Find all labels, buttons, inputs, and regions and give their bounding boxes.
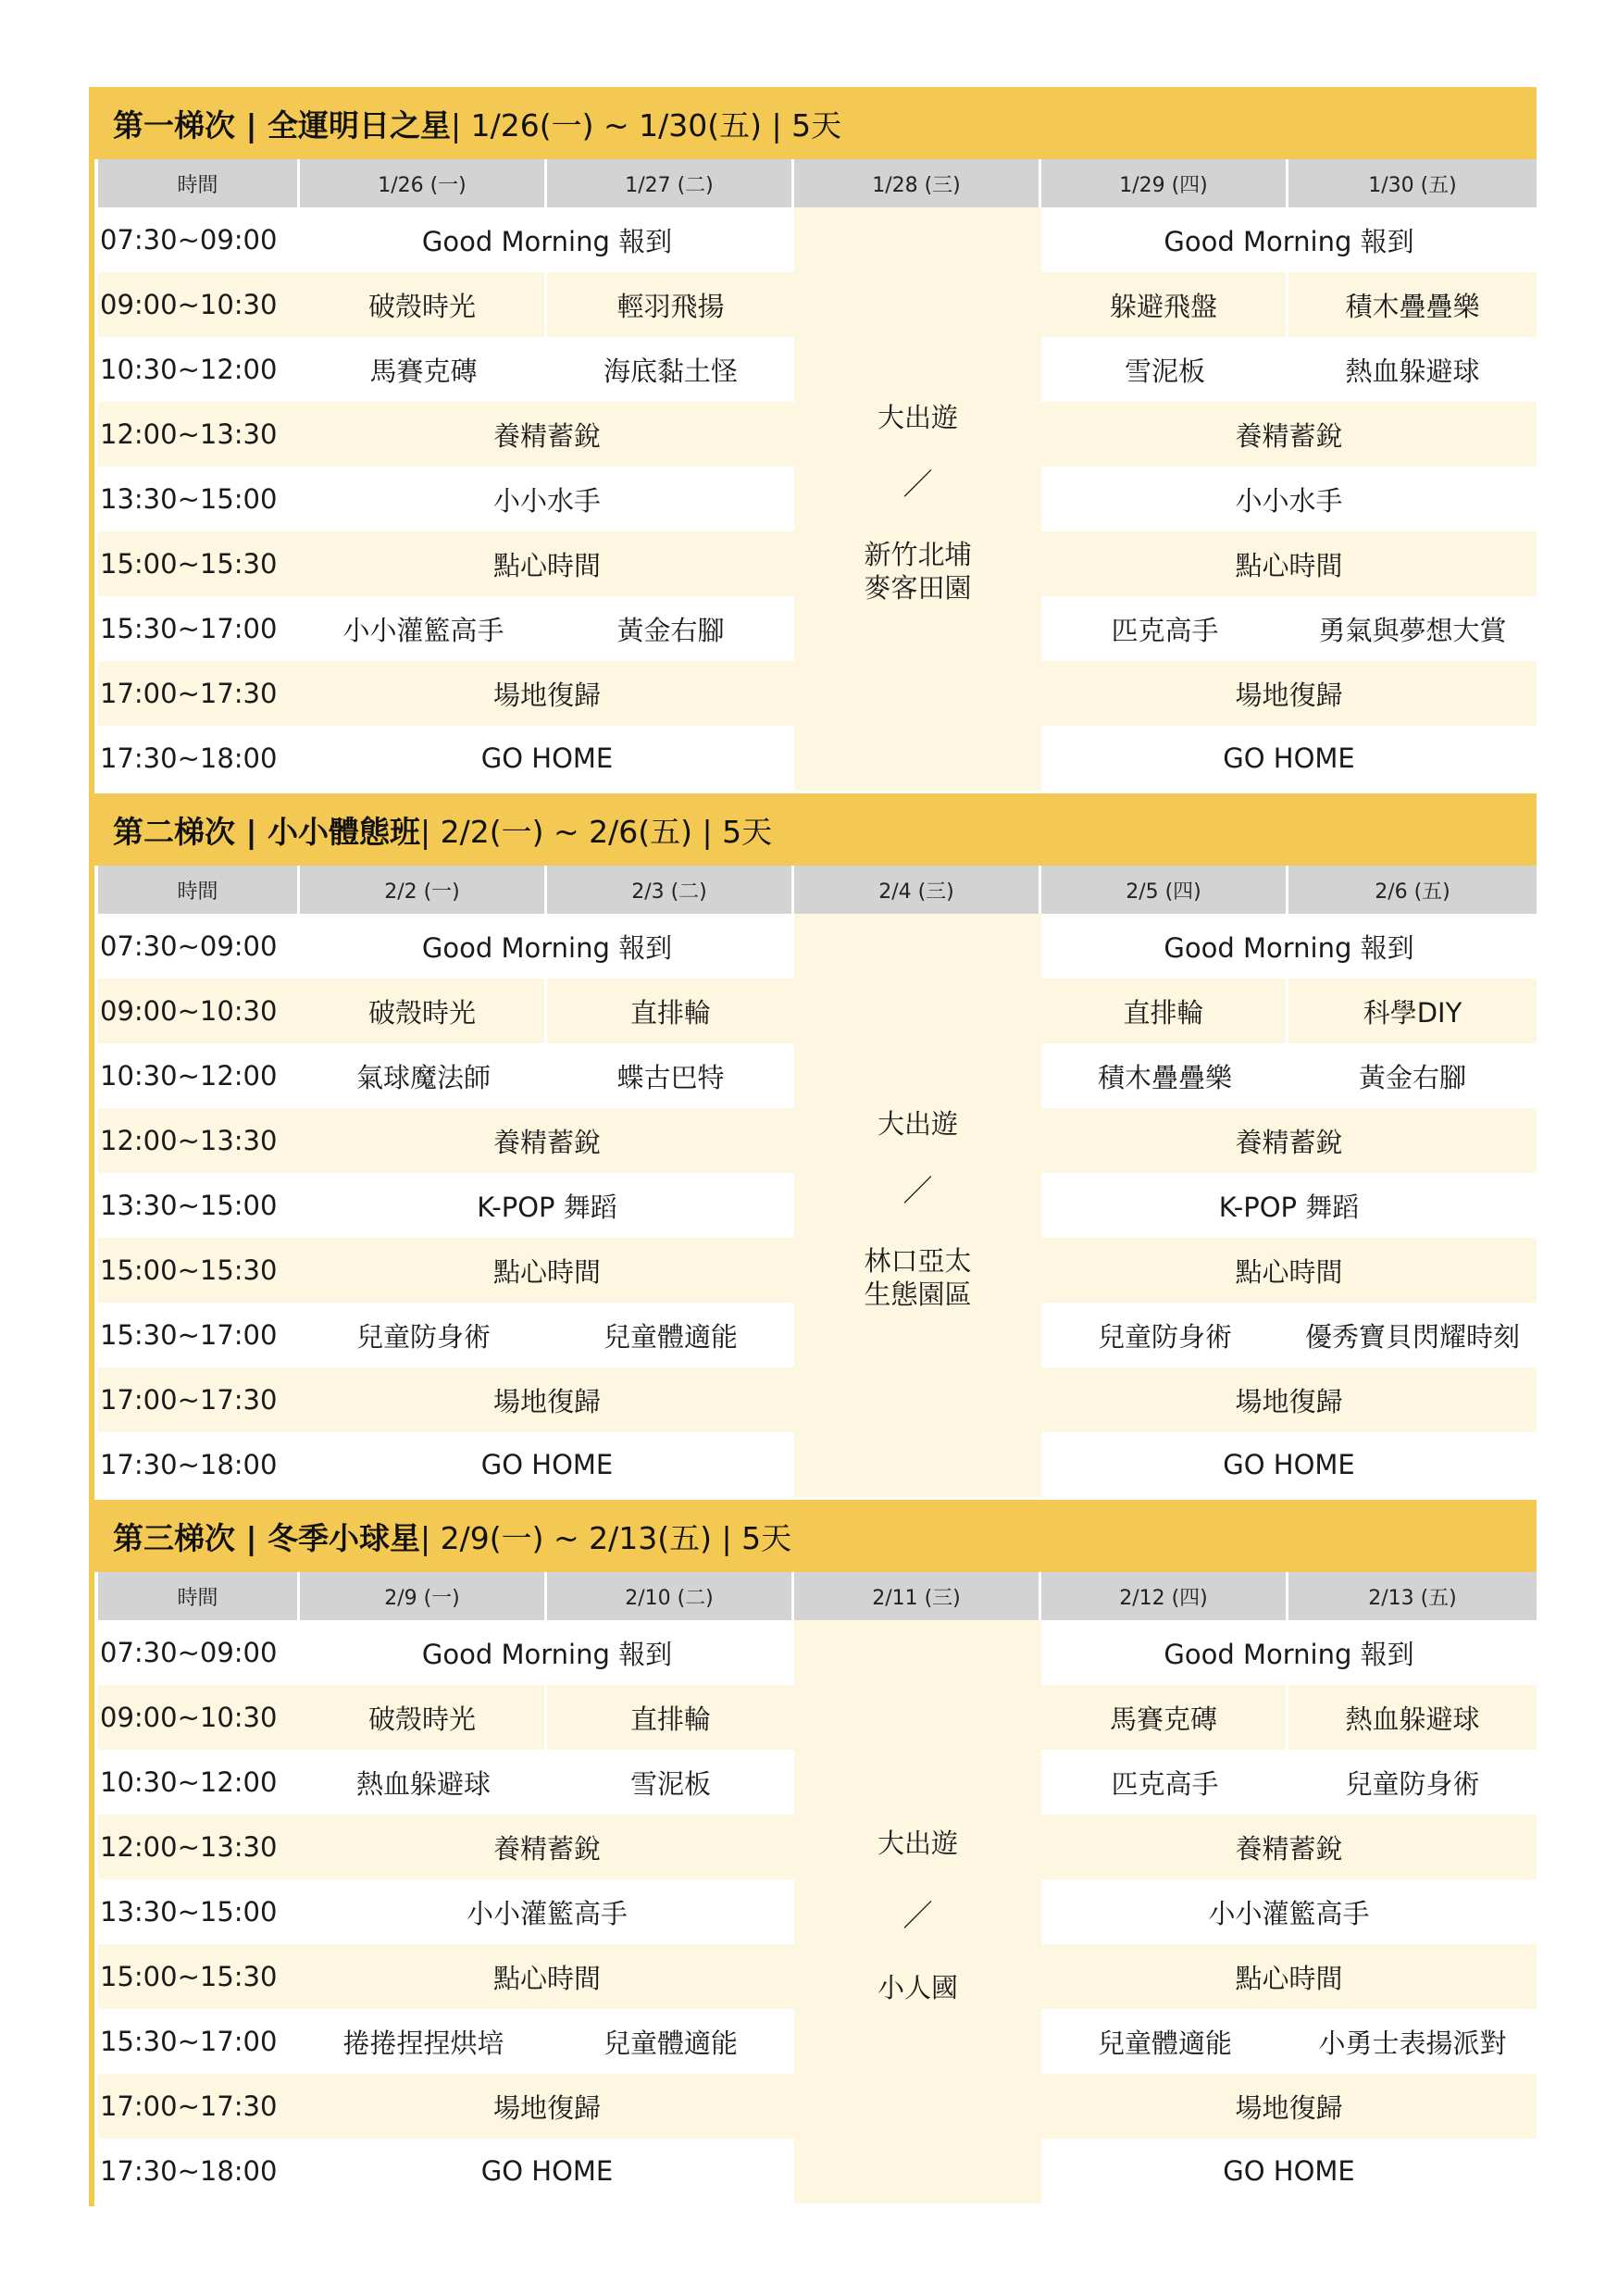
activity-cell: 科學DIY bbox=[1288, 979, 1537, 1043]
time-cell: 13:30~15:00 bbox=[100, 483, 278, 515]
time-cell: 07:30~09:00 bbox=[100, 224, 278, 256]
activity-cell: K-POP 舞蹈 bbox=[1218, 1191, 1360, 1223]
activity-cell: Good Morning 報到 bbox=[1164, 225, 1414, 257]
activity-cell: 兒童防身術 bbox=[1345, 1767, 1480, 1800]
activity-cell: 養精蓄銳 bbox=[1041, 1815, 1537, 1879]
activity-cell: 黃金右腳 bbox=[616, 614, 725, 646]
activity-cell: 點心時間 bbox=[300, 1238, 794, 1303]
trip-place-2: 生態園區 bbox=[864, 1279, 972, 1310]
time-cell: 15:30~17:00 bbox=[100, 2026, 278, 2057]
activity-cell: 養精蓄銳 bbox=[1041, 402, 1537, 467]
activity-cell: 場地復歸 bbox=[1041, 661, 1537, 726]
time-cell: 12:00~13:30 bbox=[98, 1108, 300, 1173]
header-day-1: 1/26 (一) bbox=[300, 159, 547, 207]
activity-cell: 熱血躲避球 bbox=[1288, 1685, 1537, 1750]
accent-bar bbox=[89, 1500, 94, 2206]
activity-cell: 養精蓄銳 bbox=[300, 1815, 794, 1879]
header-day-4: 2/12 (四) bbox=[1041, 1572, 1288, 1620]
activity-cell: 養精蓄銳 bbox=[300, 402, 794, 467]
activity-cell: 小小灌籃高手 bbox=[1208, 1897, 1370, 1929]
title-bold: 第一梯次 | 全運明日之星 bbox=[113, 106, 452, 144]
field-trip-cell bbox=[794, 207, 1041, 791]
activity-cell: 小小水手 bbox=[492, 484, 601, 517]
activity-cell: 馬賽克磚 bbox=[1041, 1685, 1288, 1750]
activity-cell: 優秀寶貝閃耀時刻 bbox=[1304, 1320, 1520, 1353]
title-dates: | 2/2(一) ~ 2/6(五) | 5天 bbox=[420, 813, 773, 850]
trip-place-2: 麥客田園 bbox=[864, 572, 972, 604]
header-day-4: 1/29 (四) bbox=[1041, 159, 1288, 207]
activity-cell: 小小灌籃高手 bbox=[466, 1897, 628, 1929]
activity-cell: GO HOME bbox=[480, 742, 614, 774]
activity-cell: 小小水手 bbox=[1235, 484, 1343, 517]
field-trip-cell bbox=[794, 1620, 1041, 2203]
activity-cell: 小小灌籃高手 bbox=[342, 614, 504, 646]
activity-cell: 場地復歸 bbox=[1041, 1367, 1537, 1432]
activity-cell: 兒童防身術 bbox=[355, 1320, 491, 1353]
trip-slash: ／ bbox=[902, 1898, 933, 1933]
activity-cell: 破殼時光 bbox=[300, 979, 547, 1043]
activity-cell: 場地復歸 bbox=[300, 661, 794, 726]
time-cell: 12:00~13:30 bbox=[98, 1815, 300, 1879]
activity-cell: Good Morning 報到 bbox=[1164, 931, 1414, 964]
activity-cell: 積木疊疊樂 bbox=[1288, 272, 1537, 337]
activity-cell: 場地復歸 bbox=[1041, 2074, 1537, 2139]
time-cell: 10:30~12:00 bbox=[100, 1060, 278, 1092]
time-cell: 07:30~09:00 bbox=[100, 930, 278, 962]
section-title bbox=[89, 87, 1537, 159]
time-cell: 10:30~12:00 bbox=[100, 1766, 278, 1798]
header-day-1: 2/9 (一) bbox=[300, 1572, 547, 1620]
accent-bar bbox=[89, 87, 94, 793]
activity-cell: 黃金右腳 bbox=[1358, 1061, 1466, 1093]
activity-cell: Good Morning 報到 bbox=[421, 1638, 673, 1670]
activity-cell: 直排輪 bbox=[547, 979, 794, 1043]
activity-cell: 積木疊疊樂 bbox=[1097, 1061, 1232, 1093]
time-cell: 15:00~15:30 bbox=[98, 1944, 300, 2009]
time-cell: 17:00~17:30 bbox=[98, 1367, 300, 1432]
activity-cell: 氣球魔法師 bbox=[355, 1061, 491, 1093]
activity-cell: 勇氣與夢想大賞 bbox=[1318, 614, 1507, 646]
activity-cell: 養精蓄銳 bbox=[1041, 1108, 1537, 1173]
trip-label: 大出遊 bbox=[877, 402, 958, 433]
activity-cell: 輕羽飛揚 bbox=[547, 272, 794, 337]
activity-cell: 兒童防身術 bbox=[1097, 1320, 1232, 1353]
schedule-table bbox=[98, 159, 1537, 791]
activity-cell: 雪泥板 bbox=[1124, 355, 1205, 387]
activity-cell: GO HOME bbox=[480, 2155, 614, 2187]
time-cell: 15:30~17:00 bbox=[100, 1319, 278, 1351]
activity-cell: GO HOME bbox=[480, 1449, 614, 1480]
trip-place-1: 新竹北埔 bbox=[864, 539, 972, 570]
activity-cell: 點心時間 bbox=[1041, 531, 1537, 596]
time-cell: 17:00~17:30 bbox=[98, 661, 300, 726]
time-cell: 17:30~18:00 bbox=[100, 2155, 278, 2187]
activity-cell: 養精蓄銳 bbox=[300, 1108, 794, 1173]
trip-slash: ／ bbox=[902, 1173, 933, 1208]
activity-cell: 兒童體適能 bbox=[1097, 2027, 1232, 2059]
header-day-2: 2/10 (二) bbox=[547, 1572, 794, 1620]
activity-cell: Good Morning 報到 bbox=[421, 931, 673, 964]
activity-cell: 直排輪 bbox=[547, 1685, 794, 1750]
time-cell: 15:30~17:00 bbox=[100, 613, 278, 644]
header-day-3: 1/28 (三) bbox=[794, 159, 1041, 207]
title-bold: 第二梯次 | 小小體態班 bbox=[113, 813, 421, 850]
header-day-4: 2/5 (四) bbox=[1041, 866, 1288, 914]
activity-cell: 小勇士表揚派對 bbox=[1318, 2027, 1507, 2059]
header-day-2: 2/3 (二) bbox=[547, 866, 794, 914]
activity-cell: 熱血躲避球 bbox=[355, 1767, 491, 1800]
time-cell: 07:30~09:00 bbox=[100, 1637, 278, 1668]
activity-cell: 場地復歸 bbox=[300, 1367, 794, 1432]
trip-place-1: 小人國 bbox=[877, 1972, 958, 2003]
activity-cell: 直排輪 bbox=[1041, 979, 1288, 1043]
time-cell: 13:30~15:00 bbox=[100, 1896, 278, 1928]
header-day-3: 2/4 (三) bbox=[794, 866, 1041, 914]
activity-cell: 兒童體適能 bbox=[603, 1320, 738, 1353]
activity-cell: 破殼時光 bbox=[300, 1685, 547, 1750]
header-time: 時間 bbox=[98, 1572, 300, 1620]
title-dates: | 2/9(一) ~ 2/13(五) | 5天 bbox=[420, 1519, 792, 1556]
time-cell: 12:00~13:30 bbox=[98, 402, 300, 467]
time-cell: 09:00~10:30 bbox=[98, 272, 300, 337]
activity-cell: 躲避飛盤 bbox=[1041, 272, 1288, 337]
header-time: 時間 bbox=[98, 866, 300, 914]
activity-cell: 捲捲捏捏烘培 bbox=[342, 2027, 504, 2059]
time-cell: 17:30~18:00 bbox=[100, 742, 278, 774]
time-cell: 17:00~17:30 bbox=[98, 2074, 300, 2139]
header-day-5: 2/6 (五) bbox=[1288, 866, 1537, 914]
activity-cell: Good Morning 報到 bbox=[421, 225, 673, 257]
activity-cell: 點心時間 bbox=[1041, 1944, 1537, 2009]
activity-cell: Good Morning 報到 bbox=[1164, 1638, 1414, 1670]
activity-cell: 匹克高手 bbox=[1111, 1767, 1219, 1800]
section-title bbox=[89, 1500, 1537, 1572]
activity-cell: 雪泥板 bbox=[629, 1767, 711, 1800]
trip-label: 大出遊 bbox=[877, 1108, 958, 1140]
header-day-5: 1/30 (五) bbox=[1288, 159, 1537, 207]
trip-slash: ／ bbox=[902, 467, 933, 502]
section-title bbox=[89, 793, 1537, 866]
time-cell: 13:30~15:00 bbox=[100, 1190, 278, 1221]
time-cell: 09:00~10:30 bbox=[98, 979, 300, 1043]
time-cell: 10:30~12:00 bbox=[100, 354, 278, 385]
time-cell: 15:00~15:30 bbox=[98, 531, 300, 596]
activity-cell: 點心時間 bbox=[300, 531, 794, 596]
activity-cell: 兒童體適能 bbox=[603, 2027, 738, 2059]
trip-place-1: 林口亞太 bbox=[864, 1245, 972, 1277]
header-day-3: 2/11 (三) bbox=[794, 1572, 1041, 1620]
schedule-table bbox=[98, 1572, 1537, 2203]
header-day-1: 2/2 (一) bbox=[300, 866, 547, 914]
activity-cell: 點心時間 bbox=[300, 1944, 794, 2009]
activity-cell: 場地復歸 bbox=[300, 2074, 794, 2139]
title-bold: 第三梯次 | 冬季小球星 bbox=[113, 1519, 421, 1556]
time-cell: 09:00~10:30 bbox=[98, 1685, 300, 1750]
header-day-2: 1/27 (二) bbox=[547, 159, 794, 207]
accent-bar bbox=[89, 793, 94, 1500]
header-day-5: 2/13 (五) bbox=[1288, 1572, 1537, 1620]
trip-label: 大出遊 bbox=[877, 1828, 958, 1859]
activity-cell: GO HOME bbox=[1223, 742, 1355, 774]
activity-cell: 熱血躲避球 bbox=[1345, 355, 1480, 387]
activity-cell: 點心時間 bbox=[1041, 1238, 1537, 1303]
activity-cell: 匹克高手 bbox=[1111, 614, 1219, 646]
activity-cell: 海底黏土怪 bbox=[603, 355, 738, 387]
time-cell: 17:30~18:00 bbox=[100, 1449, 278, 1480]
activity-cell: 破殼時光 bbox=[300, 272, 547, 337]
time-cell: 15:00~15:30 bbox=[98, 1238, 300, 1303]
title-dates: | 1/26(一) ~ 1/30(五) | 5天 bbox=[451, 106, 842, 144]
activity-cell: GO HOME bbox=[1223, 1449, 1355, 1480]
schedule-table bbox=[98, 866, 1537, 1497]
activity-cell: K-POP 舞蹈 bbox=[477, 1191, 617, 1223]
activity-cell: 蝶古巴特 bbox=[616, 1061, 725, 1093]
header-time: 時間 bbox=[98, 159, 300, 207]
field-trip-cell bbox=[794, 914, 1041, 1497]
activity-cell: GO HOME bbox=[1223, 2155, 1355, 2187]
activity-cell: 馬賽克磚 bbox=[369, 355, 478, 387]
